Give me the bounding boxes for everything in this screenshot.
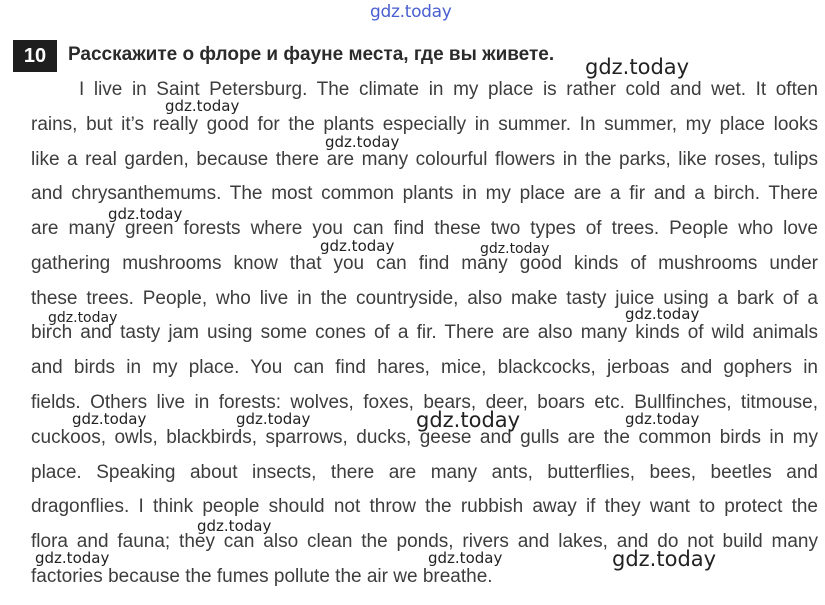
watermark-text: gdz.today	[625, 410, 700, 428]
watermark-text: gdz.today	[585, 55, 690, 79]
watermark-text: gdz.today	[325, 133, 400, 151]
exercise-heading: Расскажите о флоре и фауне места, где вы живете.	[68, 44, 555, 65]
text-line: place. Speaking about insects, there are many ants, butterflies, bees, beetles and	[31, 462, 818, 483]
watermark-text: gdz.today	[165, 97, 240, 115]
watermark-text: gdz.today	[416, 408, 521, 432]
watermark-text: gdz.today	[320, 237, 395, 255]
watermark-text: gdz.today	[236, 410, 311, 428]
text-line: these trees. People, who live in the countryside, also make tasty juice using a bark of a	[31, 288, 818, 309]
text-line: flora and fauna; they can also clean the ponds, rivers and lakes, and do not build many	[31, 531, 818, 552]
watermark-text: gdz.today	[428, 549, 503, 567]
text-line: birch and tasty jam using some cones of a fir. There are also many kinds of wild animals	[31, 322, 818, 343]
watermark-text: gdz.today	[35, 549, 110, 567]
watermark-text: gdz.today	[480, 241, 550, 257]
watermark-text: gdz.today	[197, 517, 272, 535]
site-watermark-top: gdz.today	[370, 2, 452, 22]
text-line: dragonflies. I think people should not throw the rubbish away if they want to protect the	[31, 496, 818, 517]
text-line: and chrysanthemums. The most common plants in my place are a fir and a birch. There	[31, 183, 818, 204]
text-line: cuckoos, owls, blackbirds, sparrows, ducks, geese and gulls are the common birds in my	[31, 427, 818, 448]
text-line: fields. Others live in forests: wolves, foxes, bears, deer, boars etc. Bullfinches, titmouse,	[31, 392, 818, 413]
text-line: I live in Saint Petersburg. The climate in my place is rather cold and wet. It often	[79, 79, 818, 100]
watermark-text: gdz.today	[72, 410, 147, 428]
watermark-text: gdz.today	[625, 305, 700, 323]
text-line: rains, but it’s really good for the plants especially in summer. In summer, my place looks	[31, 114, 818, 135]
text-line: are many green forests where you can find these two types of trees. People who love	[31, 218, 818, 239]
watermark-text: gdz.today	[612, 547, 717, 571]
text-line: gathering mushrooms know that you can find many good kinds of mushrooms under	[31, 253, 818, 274]
text-line: like a real garden, because there are many colourful flowers in the parks, like roses, tulips	[31, 149, 818, 170]
watermark-text: gdz.today	[48, 310, 118, 326]
text-line: factories because the fumes pollute the air we breathe.	[31, 566, 493, 587]
exercise-number-badge: 10	[13, 40, 57, 72]
watermark-text: gdz.today	[108, 205, 183, 223]
text-line: and birds in my place. You can find hares, mice, blackcocks, jerboas and gophers in	[31, 357, 818, 378]
